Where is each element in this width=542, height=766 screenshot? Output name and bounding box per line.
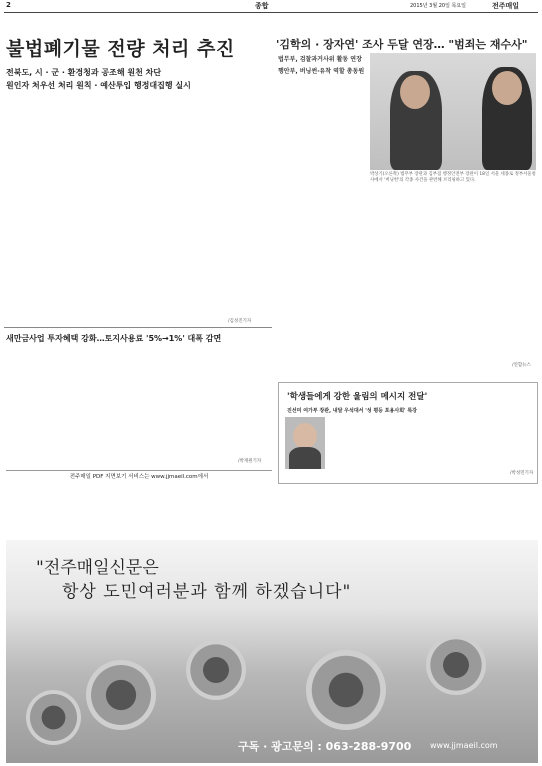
- face-right: [492, 71, 522, 105]
- story1-body-col1: [6, 100, 86, 326]
- story1-subhead-2: 원인자 처우선 처리 원칙 · 예산투입 행정대집행 실시: [6, 81, 191, 90]
- page-header: [0, 0, 542, 12]
- portrait-face: [293, 423, 317, 449]
- story1-byline: /김성진기자: [228, 319, 252, 324]
- story2-subhead-1: 법무부, 검찰과거사위 활동 연장: [278, 56, 362, 63]
- sunflower-image: [426, 635, 486, 695]
- story4-subhead: 진선미 여가부 장관, 내달 우석대서 '성 평등 포용사회' 특강: [287, 408, 417, 414]
- story2-byline: /연합뉴스: [512, 363, 531, 368]
- photo-caption: 박상기(오른쪽) 법무부 장관과 김부겸 행정안전부 장관이 18일 서울 세종로 정부서울청사에서 '버닝썬'의 각종 사건을 관련해 브리핑하고 있다.: [370, 172, 536, 183]
- story2-body-col2: [370, 192, 448, 364]
- ad-slogan-line1: "전주매일신문은: [36, 558, 159, 578]
- story2-body-col3: [456, 192, 536, 364]
- portrait-photo: [285, 417, 325, 469]
- ad-website-link[interactable]: www.jjmaeil.com: [430, 741, 498, 750]
- news-photo: [370, 53, 536, 170]
- newspaper-ad: [6, 540, 538, 763]
- story1-subhead-1: 전북도, 시 · 군 · 환경청과 공조해 원천 차단: [6, 68, 162, 77]
- story2-subhead-2: 행안부, 버닝썬·유착 역할 총동원: [278, 68, 365, 75]
- ad-contact-phone: 구독 · 광고문의 : 063-288-9700: [238, 740, 412, 753]
- sunflower-image: [186, 640, 246, 700]
- story1-body-col3: [180, 100, 268, 326]
- sunflower-image: [306, 650, 386, 730]
- sunflower-image: [86, 660, 156, 730]
- story1-body-col2: [92, 100, 174, 326]
- header-rule: [4, 12, 538, 13]
- story2-headline: '김학의 · 장자연' 조사 두달 연장… "범죄는 재수사": [276, 38, 528, 51]
- story3-body-col2: [94, 350, 176, 466]
- sunflower-image: [26, 690, 81, 745]
- story4-body-col1: [330, 417, 430, 475]
- divider: [4, 327, 272, 328]
- story3-headline: 새만금사업 투자혜택 강화…토지사용료 '5%→1%' 대폭 감면: [6, 334, 222, 343]
- pdf-service-notice: 전주매일 PDF 지면보기 서비스는 www.jjmaeil.com에서: [6, 470, 272, 483]
- story3-body-col3: [182, 350, 270, 466]
- section-name: 종합: [255, 2, 269, 10]
- story4-headline: '학생들에게 강한 울림의 메시지 전달': [287, 392, 428, 402]
- story4-body-col2: [436, 417, 532, 475]
- issue-date: 2015년 3월 20일 목요일: [410, 3, 467, 9]
- story4-byline: /박성민기자: [510, 471, 534, 476]
- ad-slogan-line2: 항상 도민여러분과 함께 하겠습니다": [62, 582, 352, 602]
- story1-headline: 불법폐기물 전량 처리 추진: [6, 38, 235, 60]
- page-number: 2: [6, 1, 11, 9]
- face-left: [400, 75, 430, 109]
- story3-byline: /박재원기자: [238, 459, 262, 464]
- portrait-body: [289, 447, 321, 469]
- brand-name: 전주매일: [492, 2, 520, 10]
- story3-body-col1: [6, 350, 88, 466]
- story2-body-col1: [278, 80, 366, 364]
